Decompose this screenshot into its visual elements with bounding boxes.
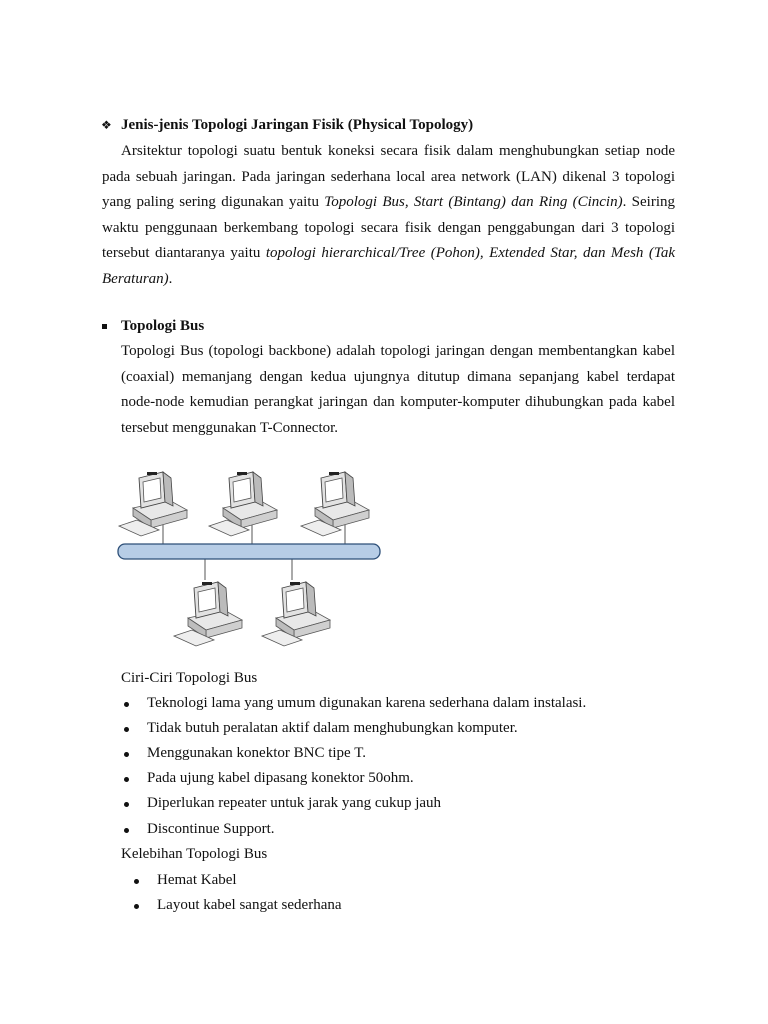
list-item: Hemat Kabel — [157, 872, 237, 888]
bullet-icon — [124, 777, 129, 782]
list-item: Discontinue Support. — [147, 821, 275, 837]
intro-italic-2: topologi hierarchical/Tree (Pohon), Extended Star, dan Mesh (Tak Beraturan) — [102, 245, 676, 287]
section-heading: Jenis-jenis Topologi Jaringan Fisik (Physical Topology) — [121, 117, 474, 133]
computer-icon — [119, 472, 187, 536]
square-bullet-icon — [102, 324, 107, 329]
computer-icon — [262, 582, 330, 646]
bus-heading: Topologi Bus — [121, 318, 205, 334]
intro-text-2: . Seiring waktu penggunaan berkembang topologi secara fisik dengan penggabungan dari 3 topologi tersebut diantaranya yaitu — [102, 194, 675, 262]
intro-end: . — [168, 270, 173, 287]
bullet-icon — [134, 879, 139, 884]
bullet-icon — [134, 904, 139, 909]
intro-italic-1: Topologi Bus, Start (Bintang) dan Ring (Cincin) — [324, 194, 623, 211]
list-item: Tidak butuh peralatan aktif dalam menghubungkan komputer. — [147, 720, 518, 736]
bullet-icon — [124, 752, 129, 757]
computer-icon — [301, 472, 369, 536]
diamond-bullet-icon: ❖ — [101, 118, 112, 132]
computer-icon — [209, 472, 277, 536]
computer-icon — [174, 582, 242, 646]
list-item: Layout kabel sangat sederhana — [157, 897, 342, 913]
list-item: Pada ujung kabel dipasang konektor 50ohm. — [147, 770, 414, 786]
bullet-icon — [124, 802, 129, 807]
bus-paragraph: Topologi Bus (topologi backbone) adalah topologi jaringan dengan membentangkan kabel (coaxial) memanjang dengan kedua ujungnya ditutup dimana sepanjang kabel terdapat node-node kemudian perangkat jaringan dan komputer-komputer dihubungkan pada kabel tersebut menggunakan T-Connector. — [121, 343, 675, 436]
bus-topology-diagram — [105, 445, 397, 650]
bus-cable — [118, 544, 380, 559]
kelebihan-title: Kelebihan Topologi Bus — [121, 846, 268, 862]
intro-text-1: Arsitektur topologi suatu bentuk koneksi secara fisik dalam menghubungkan setiap node pada sebuah jaringan. Pada jaringan sederhana local area network (LAN) dikenal 3 topologi yang paling sering digunakan yaitu — [102, 143, 675, 211]
list-item: Diperlukan repeater untuk jarak yang cukup jauh — [147, 795, 442, 811]
bullet-icon — [124, 828, 129, 833]
list-item: Teknologi lama yang umum digunakan karena sederhana dalam instalasi. — [147, 695, 587, 711]
bullet-icon — [124, 702, 129, 707]
list-item: Menggunakan konektor BNC tipe T. — [147, 745, 366, 761]
bullet-icon — [124, 727, 129, 732]
ciri-title: Ciri-Ciri Topologi Bus — [121, 670, 258, 686]
intro-paragraph — [102, 139, 675, 293]
